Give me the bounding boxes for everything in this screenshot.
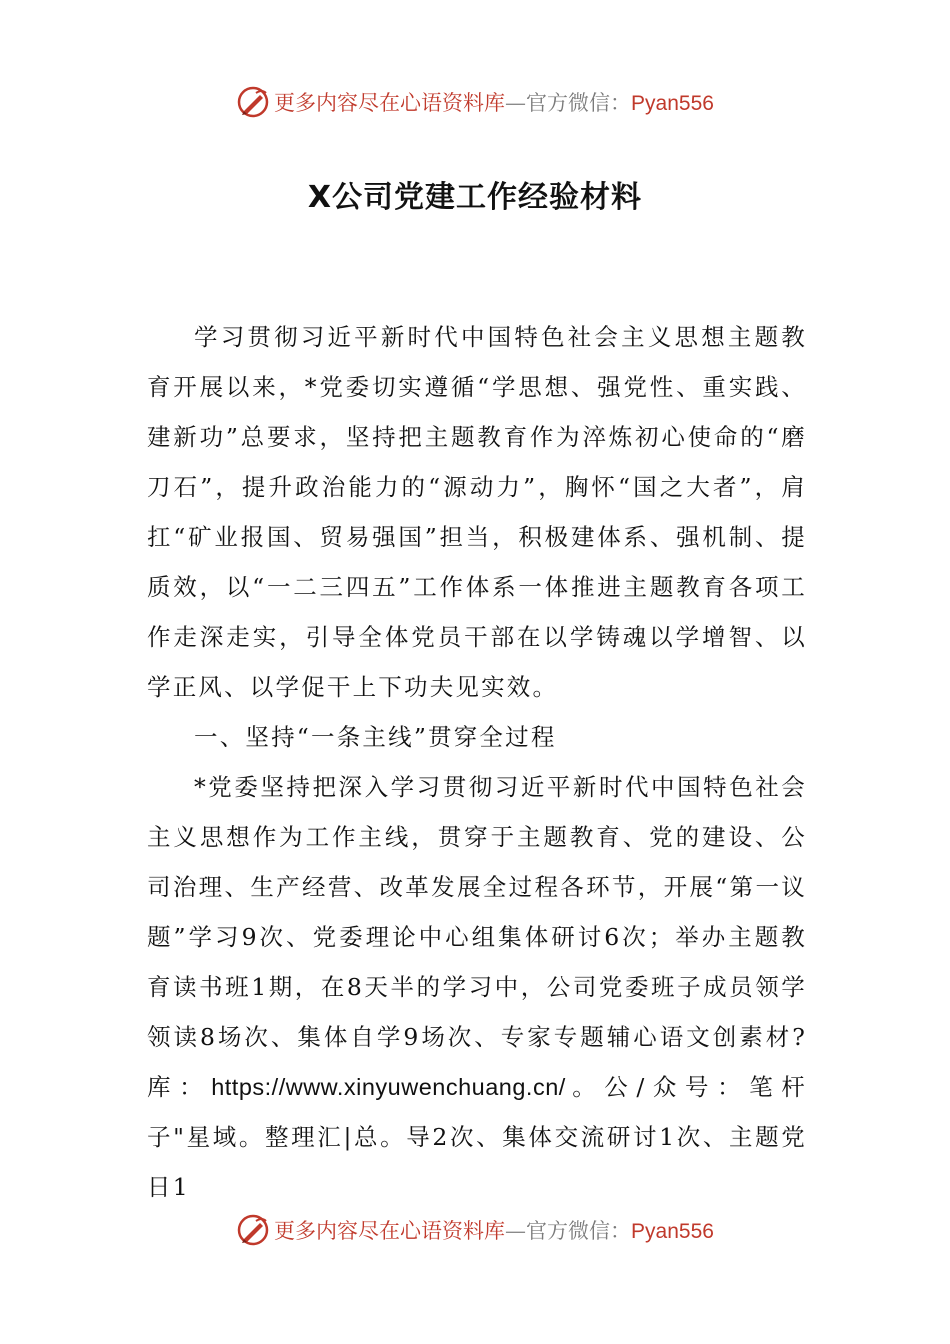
- watermark-text: [274, 87, 714, 117]
- intro-paragraph: 学习贯彻习近平新时代中国特色社会主义思想主题教育开展以来，*党委切实遵循“学思想、强党性、重实践、建新功”总要求，坚持把主题教育作为淬炼初心使命的“磨刀石”，提升政治能力的“源动力”，胸怀“国之大者”，肩扛“矿业报国、贸易强国”担当，积极建体系、强机制、提质效，以“一二三四五”工作体系一体推进主题教育各项工作走深走实，引导全体党员干部在以学铸魂以学增智、以学正风、以学促干上下功夫见实效。: [147, 323, 807, 701]
- pen-logo-icon: [236, 1213, 270, 1247]
- document-body: [147, 312, 807, 1212]
- watermark-dash: —: [505, 1219, 527, 1243]
- pen-logo-icon: [236, 85, 270, 119]
- watermark-wechat-id: Pyan556: [631, 1220, 714, 1243]
- paragraph-text-after-link: 。公/众号：笔杆子"星域。整理汇|总。导2次、集体交流研讨1次、主题党日1: [147, 1073, 807, 1201]
- header-watermark-banner: [0, 82, 950, 122]
- watermark-wechat-id: Pyan556: [631, 92, 714, 115]
- watermark-wechat-label: 官方微信：: [526, 91, 632, 115]
- website-url-text: https://www.xinyuwenchuang.cn/: [211, 1074, 566, 1100]
- section-one-paragraph: [147, 762, 807, 1212]
- section-heading-one: 一、坚持“一条主线”贯穿全过程: [194, 723, 557, 751]
- watermark-text: [274, 1215, 714, 1245]
- watermark-main-text: 更多内容尽在心语资料库: [274, 91, 506, 115]
- paragraph-text-before-link: *党委坚持把深入学习贯彻习近平新时代中国特色社会主义思想作为工作主线，贯穿于主题教育、党的建设、公司治理、生产经营、改革发展全过程各环节，开展“第一议题”学习9次、党委理论中心组集体研讨6次；举办主题教育读书班1期，在8天半的学习中，公司党委班子成员领学领读8场次、集体自学9场次、专家专题辅心语文创素材?库：: [147, 773, 807, 1101]
- watermark-dash: —: [505, 91, 527, 115]
- footer-watermark-banner: [0, 1210, 950, 1250]
- document-title: X公司党建工作经验材料: [307, 180, 643, 215]
- watermark-wechat-label: 官方微信：: [526, 1219, 632, 1243]
- watermark-main-text: 更多内容尽在心语资料库: [274, 1219, 506, 1243]
